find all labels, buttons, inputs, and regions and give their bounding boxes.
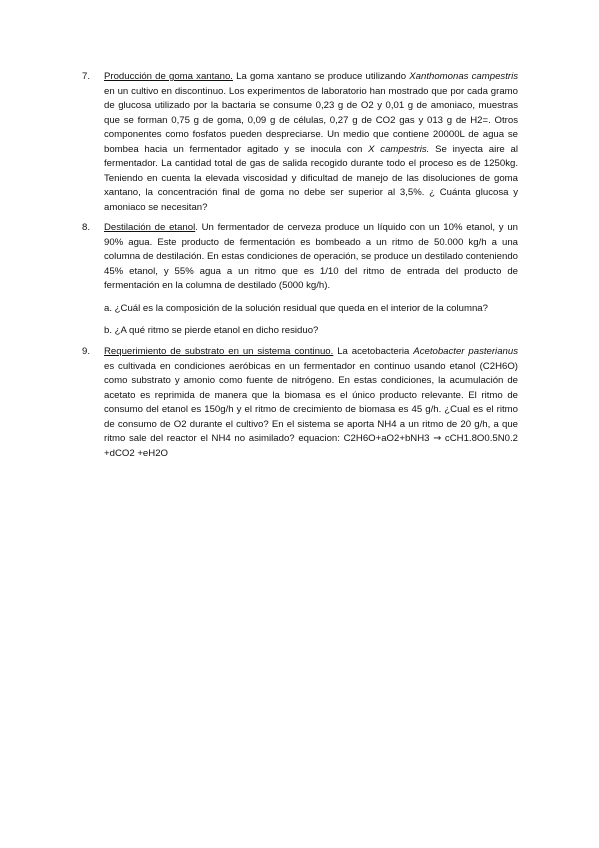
species-name: Xanthomonas campestris: [409, 71, 519, 82]
problem-text: [104, 221, 518, 294]
problem-title: Producción de goma xantano.: [104, 71, 233, 82]
equation-rhs: cCH1.8O0.5N0.2 +dCO2 +eH2O: [104, 433, 518, 459]
text-run: en un cultivo en discontinuo. Los experimentos de laboratorio han mostrado que por cada gramo de glucosa utilizado por la bactaria se consume 0,23 g de O2 y 0,01 g de amoniaco, muestras que se forman 0,75 g de goma, 0,09 g de células, 0,27 g de CO2 gas y 013 g de H2=. Otros componentes como fosfatos pueden despreciarse. Un medio que contiene 20000L de agua se bombea hacia un fermentador agitado y se inocula con: [104, 85, 518, 155]
problem-title: Destilación de etanol: [104, 222, 196, 233]
problem-text: [104, 345, 518, 461]
text-run: La acetobacteria: [333, 346, 414, 357]
problem-text: [104, 70, 518, 215]
problem-number: 7.: [82, 71, 91, 82]
text-run: La goma xantano se produce utilizando: [232, 71, 410, 82]
text-run: es cultivada en condiciones aeróbicas en un fermentador en continuo usando etanol (C2H6O) como substrato y amonio como fuente de nitrógeno. En estas condiciones, la acumulación de acetato es reprimida de manera que la biomasa es el único producto relevante. El ritmo de consumo del etanol es 150g/h y el ritmo de crecimiento de biomasa es 45 g/h. ¿Cual es el ritmo de consumo de O2 durante el cultivo? En el sistema se aporta NH4 a un ritmo de 20 g/h, a que ritmo sale del reactor el NH4 no asimilado? equacion:: [104, 360, 518, 444]
problem-8: [82, 221, 518, 339]
problem-number: 8.: [82, 222, 91, 233]
reaction-arrow-icon: →: [433, 433, 442, 444]
problem-9: [82, 345, 518, 461]
problem-number: 9.: [82, 346, 91, 357]
text-run: Se inyecta aire al fermentador. La cantidad total de gas de salida recogido durante todo el proceso es de 1250kg. Teniendo en cuenta la elevada viscosidad y dificultad de manejo de las disoluciones de goma xantano, la concentración final de goma no debe ser superior al 3,5%. ¿ Cuánta glucosa y amoniaco se necesitan?: [104, 143, 519, 213]
problem-title: Requerimiento de substrato en un sistema continuo.: [104, 346, 334, 357]
problem-7: [82, 70, 518, 215]
equation-lhs: C2H6O+aO2+bNH3: [343, 433, 434, 444]
species-name: X campestris.: [368, 143, 430, 155]
text-run: . Un fermentador de cerveza produce un líquido con un 10% etanol, y un 90% agua. Este producto de fermentación es bombeado a un ritmo de 50.000 kg/h a una columna de destilación. En estas condiciones de operación, se produce un destilado conteniendo 45% etanol, y 55% agua a un ritmo que es 1/10 del ritmo de entrada del producto de fermentación en la columna de destilado (5000 kg/h).: [104, 222, 518, 291]
species-name: Acetobacter pasterianus: [413, 346, 518, 357]
sub-question-a: a. ¿Cuál es la composición de la solución residual que queda en el interior de la columna?: [104, 302, 488, 314]
sub-question-b: b. ¿A qué ritmo se pierde etanol en dicho residuo?: [104, 325, 319, 336]
